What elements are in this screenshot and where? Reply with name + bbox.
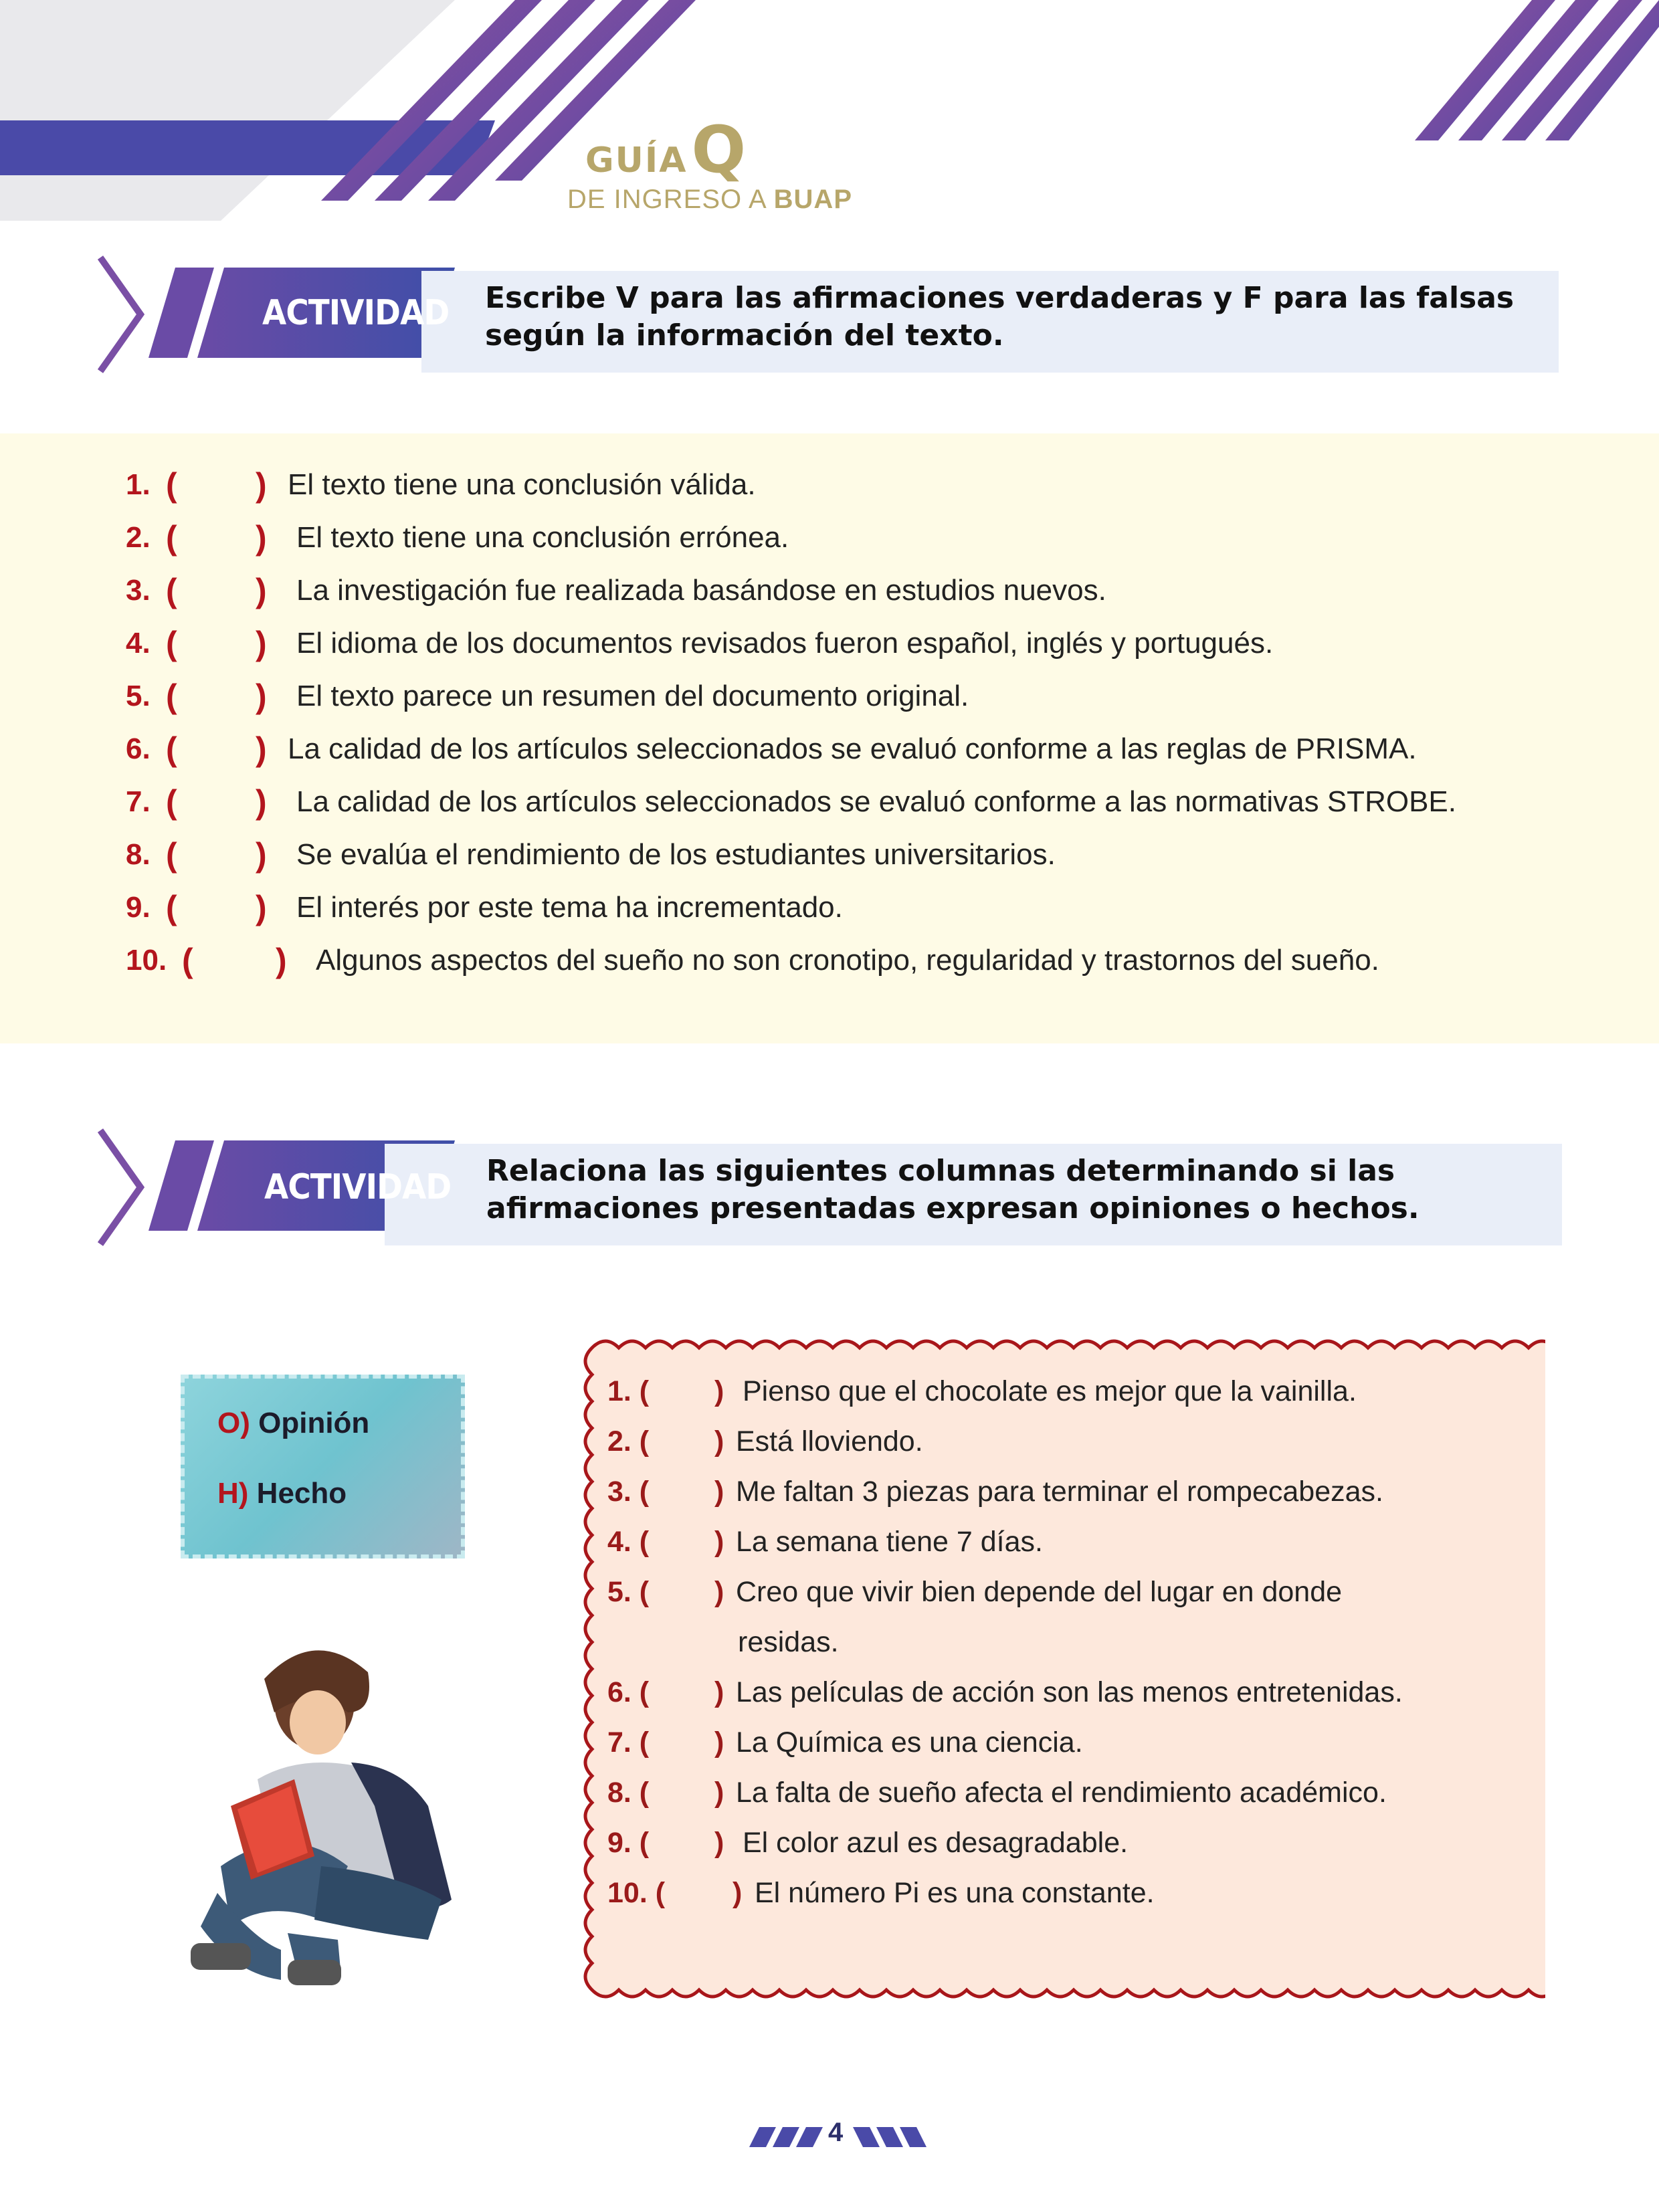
tf-item: [0, 673, 1659, 720]
tf-item-text: El interés por este tema ha incrementado.: [296, 891, 843, 924]
answer-open-paren: (: [166, 572, 177, 609]
header-gray-shape: [0, 0, 455, 221]
tf-item-text: Se evalúa el rendimiento de los estudiantes universitarios.: [296, 838, 1056, 871]
tf-item: [0, 514, 1659, 561]
oh-item: [0, 1567, 1659, 1617]
oh-item-text: Las películas de acción son las menos entretenidas.: [736, 1676, 1403, 1708]
oh-item-text: El color azul es desagradable.: [743, 1827, 1129, 1859]
page-number: 4: [828, 2118, 844, 2147]
brand-logo: [585, 112, 746, 187]
answer-close-paren: ): [256, 783, 267, 821]
oh-item-text: Creo que vivir bien depende del lugar en donde: [736, 1576, 1343, 1608]
oh-item: [0, 1668, 1659, 1718]
tf-item: [0, 884, 1659, 931]
activity1-badge: ACTIVIDAD: [262, 293, 450, 333]
answer-close-paren: ): [276, 942, 287, 979]
answer-close-paren: ): [256, 889, 267, 926]
answer-close-paren: ): [714, 1526, 724, 1558]
answer-close-paren: ): [256, 678, 267, 715]
answer-close-paren: ): [256, 466, 267, 504]
brand-letter: Q: [691, 112, 747, 187]
banner1-chevron-icon: [100, 258, 140, 371]
tf-item: [0, 726, 1659, 773]
answer-open-paren: (: [166, 836, 177, 874]
oh-item-number: 8. (: [607, 1777, 650, 1809]
tf-item-number: 7.: [126, 785, 151, 818]
oh-item-number: 5. (: [607, 1576, 650, 1608]
tf-item-text: La investigación fue realizada basándose en estudios nuevos.: [296, 574, 1106, 607]
tf-item-number: 3.: [126, 574, 151, 607]
oh-item-number: 4. (: [607, 1526, 650, 1558]
oh-item: [0, 1467, 1659, 1517]
tf-item-number: 8.: [126, 838, 151, 871]
answer-open-paren: (: [166, 889, 177, 926]
answer-open-paren: (: [166, 678, 177, 715]
oh-item-number: 9. (: [607, 1827, 650, 1859]
oh-item-number: 1. (: [607, 1375, 650, 1407]
tf-item: [0, 462, 1659, 508]
tf-item-text: El texto parece un resumen del documento original.: [296, 680, 969, 712]
oh-item: [0, 1818, 1659, 1868]
oh-item: [0, 1367, 1659, 1417]
tf-item: [0, 567, 1659, 614]
brand-subtitle: DE INGRESO A BUAP: [567, 185, 852, 214]
oh-item-number: 3. (: [607, 1476, 650, 1508]
answer-close-paren: ): [714, 1676, 724, 1708]
answer-open-paren: (: [166, 783, 177, 821]
tf-item-number: 9.: [126, 891, 151, 924]
activity2-instruction: Relaciona las siguientes columnas determinando si las afirmaciones presentadas expresan opiniones o hechos.: [486, 1154, 1420, 1225]
answer-open-paren: (: [166, 730, 177, 768]
answer-open-paren: (: [166, 466, 177, 504]
tf-item-text: El idioma de los documentos revisados fueron español, inglés y portugués.: [296, 627, 1274, 660]
answer-close-paren: ): [733, 1877, 743, 1909]
banner2-chevron-icon: [100, 1130, 140, 1244]
answer-close-paren: ): [714, 1576, 724, 1608]
oh-item-text: Me faltan 3 piezas para terminar el rompecabezas.: [736, 1476, 1383, 1508]
tf-item: [0, 620, 1659, 667]
oh-item: [0, 1718, 1659, 1768]
tf-item-number: 5.: [126, 680, 151, 712]
oh-item-number: 2. (: [607, 1425, 650, 1457]
tf-item-text: El texto tiene una conclusión errónea.: [296, 521, 789, 554]
legend-opinion: O) Opinión: [217, 1407, 370, 1439]
oh-item-text: La semana tiene 7 días.: [736, 1526, 1043, 1558]
oh-item-number: 7. (: [607, 1726, 650, 1758]
tf-item: [0, 937, 1659, 984]
answer-close-paren: ): [714, 1726, 724, 1758]
tf-item-text: La calidad de los artículos seleccionados se evaluó conforme a las reglas de PRISMA.: [288, 732, 1417, 765]
tf-item: [0, 779, 1659, 825]
answer-close-paren: ): [714, 1425, 724, 1457]
brand-subtitle-bold: BUAP: [773, 185, 852, 214]
oh-item-text: Pienso que el chocolate es mejor que la vainilla.: [743, 1375, 1357, 1407]
tf-item-number: 2.: [126, 521, 151, 554]
tf-item-text: La calidad de los artículos seleccionados se evaluó conforme a las normativas STROBE.: [296, 785, 1456, 818]
answer-open-paren: (: [166, 625, 177, 662]
legend-fact: H) Hecho: [217, 1477, 347, 1510]
oh-item-number: 6. (: [607, 1676, 650, 1708]
oh-item: [0, 1417, 1659, 1467]
tf-item-number: 1.: [126, 468, 151, 501]
oh-item-text: El número Pi es una constante.: [755, 1877, 1155, 1909]
answer-close-paren: ): [714, 1827, 724, 1859]
oh-item-text: La Química es una ciencia.: [736, 1726, 1083, 1758]
answer-close-paren: ): [256, 572, 267, 609]
answer-open-paren: (: [166, 519, 177, 557]
tf-item-number: 10.: [126, 944, 167, 977]
answer-close-paren: ): [256, 730, 267, 768]
oh-item-text: Está lloviendo.: [736, 1425, 923, 1457]
answer-close-paren: ): [714, 1476, 724, 1508]
tf-item: [0, 831, 1659, 878]
tf-item-text: Algunos aspectos del sueño no son cronotipo, regularidad y trastornos del sueño.: [316, 944, 1379, 977]
tf-item-number: 6.: [126, 732, 151, 765]
oh-item: [0, 1768, 1659, 1818]
brand-word: GUÍA: [585, 140, 688, 181]
oh-item: [0, 1517, 1659, 1567]
answer-close-paren: ): [714, 1375, 724, 1407]
oh-item-text: La falta de sueño afecta el rendimiento académico.: [736, 1777, 1387, 1809]
header-stripes-right: [1415, 0, 1659, 140]
activity1-instruction: Escribe V para las afirmaciones verdaderas y F para las falsas según la información del texto.: [485, 281, 1515, 353]
oh-item-continuation: [0, 1617, 1659, 1668]
answer-open-paren: (: [182, 942, 193, 979]
activity2-badge: ACTIVIDAD: [264, 1167, 452, 1207]
oh-item: [0, 1868, 1659, 1918]
answer-close-paren: ): [714, 1777, 724, 1809]
tf-item-number: 4.: [126, 627, 151, 660]
oh-item-text-continued: residas.: [738, 1626, 839, 1658]
tf-item-text: El texto tiene una conclusión válida.: [288, 468, 756, 501]
answer-close-paren: ): [256, 836, 267, 874]
answer-close-paren: ): [256, 625, 267, 662]
answer-close-paren: ): [256, 519, 267, 557]
oh-item-number: 10. (: [607, 1877, 666, 1909]
